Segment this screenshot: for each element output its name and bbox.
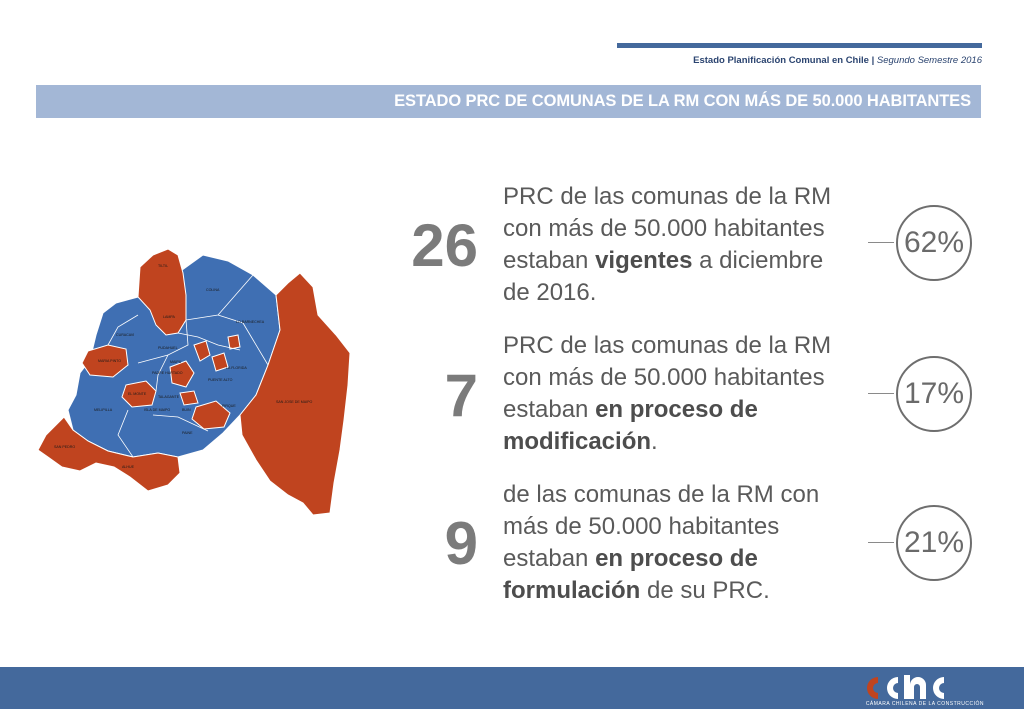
map-label-talagante: TALAGANTE	[158, 395, 180, 399]
stat-leader-formulacion	[868, 542, 894, 543]
map-label-alhue: ALHUE	[122, 465, 134, 469]
map-label-buin: BUIN	[182, 408, 191, 412]
map-label-tiltil: TILTIL	[158, 264, 169, 268]
stat-percent-modificacion	[896, 356, 972, 432]
logo-subtitle: CÁMARA CHILENA DE LA CONSTRUCCIÓN	[865, 701, 984, 707]
stat-number-formulacion: 9	[444, 510, 478, 577]
map-label-pudahuel: PUDAHUEL	[158, 346, 178, 350]
stat-leader-vigentes	[868, 242, 894, 243]
header-caption-separator: |	[871, 55, 875, 66]
stat-percent-vigentes-value: 62%	[903, 226, 965, 259]
stat-number-modificacion: 7	[444, 362, 478, 429]
stat-text-modificacion-bold: en proceso de modificación	[503, 396, 758, 455]
region-map	[18, 245, 358, 520]
stat-text-formulacion-bold: en proceso de formulación	[503, 545, 758, 604]
header-caption-semester: Segundo Semestre 2016	[876, 55, 982, 66]
map-label-maipu: MAIPU	[170, 360, 182, 364]
map-label-padre-hurtado: PADRE HURTADO	[152, 371, 183, 375]
stat-text-vigentes	[503, 181, 848, 309]
stat-text-modificacion	[503, 330, 848, 458]
header-caption-title: Estado Planificación Comunal en Chile	[693, 55, 869, 66]
map-label-la-florida: LA FLORIDA	[226, 366, 247, 370]
map-label-lampa: LAMPA	[163, 315, 175, 319]
map-label-maria-pinto: MARIA PINTO	[98, 359, 122, 363]
stat-text-vigentes-plain: PRC de las comunas de la RM con más de 50.000 habitantes estaban	[503, 183, 832, 274]
map-label-paine: PAINE	[182, 431, 193, 435]
stat-percent-modificacion-value: 17%	[903, 377, 965, 410]
stat-text-formulacion-plain: de las comunas de la RM con más de 50.000 habitantes estaban	[503, 481, 820, 572]
section-banner	[36, 85, 981, 118]
map-label-isla-de-maipo: ISLA DE MAIPO	[144, 408, 171, 412]
map-label-colina: COLINA	[206, 288, 220, 292]
stat-percent-vigentes	[896, 205, 972, 281]
map-label-puente-alto: PUENTE ALTO	[208, 378, 233, 382]
stat-text-vigentes-bold: vigentes	[595, 247, 693, 274]
header-caption	[693, 55, 982, 66]
stat-text-formulacion-tail: de su PRC.	[640, 577, 770, 604]
map-label-san-jose: SAN JOSE DE MAIPO	[276, 400, 313, 404]
map-label-el-monte: EL MONTE	[128, 392, 147, 396]
map-label-lo-barnechea: LO BARNECHEA	[236, 320, 265, 324]
map-label-curacavi: CURACAVI	[116, 333, 135, 337]
stat-leader-modificacion	[868, 393, 894, 394]
stat-percent-formulacion-value: 21%	[903, 526, 965, 559]
stat-text-vigentes-tail: a diciembre de 2016.	[503, 247, 824, 306]
map-area-central-5	[228, 335, 240, 349]
stat-percent-formulacion	[896, 505, 972, 581]
header-rule	[617, 43, 982, 48]
stat-text-formulacion	[503, 479, 858, 607]
stat-text-modificacion-tail: .	[651, 428, 658, 455]
stat-number-vigentes: 26	[411, 212, 478, 279]
banner-title: ESTADO PRC DE COMUNAS DE LA RM CON MÁS DE 50.000 HABITANTES	[394, 92, 971, 110]
cchc-logo-mark	[867, 675, 944, 699]
map-label-san-pedro: SAN PEDRO	[54, 445, 76, 449]
map-label-melipilla: MELIPILLA	[94, 408, 113, 412]
stat-text-modificacion-plain: PRC de las comunas de la RM con más de 50.000 habitantes estaban	[503, 332, 832, 423]
map-label-pirque: PIRQUE	[222, 404, 236, 408]
